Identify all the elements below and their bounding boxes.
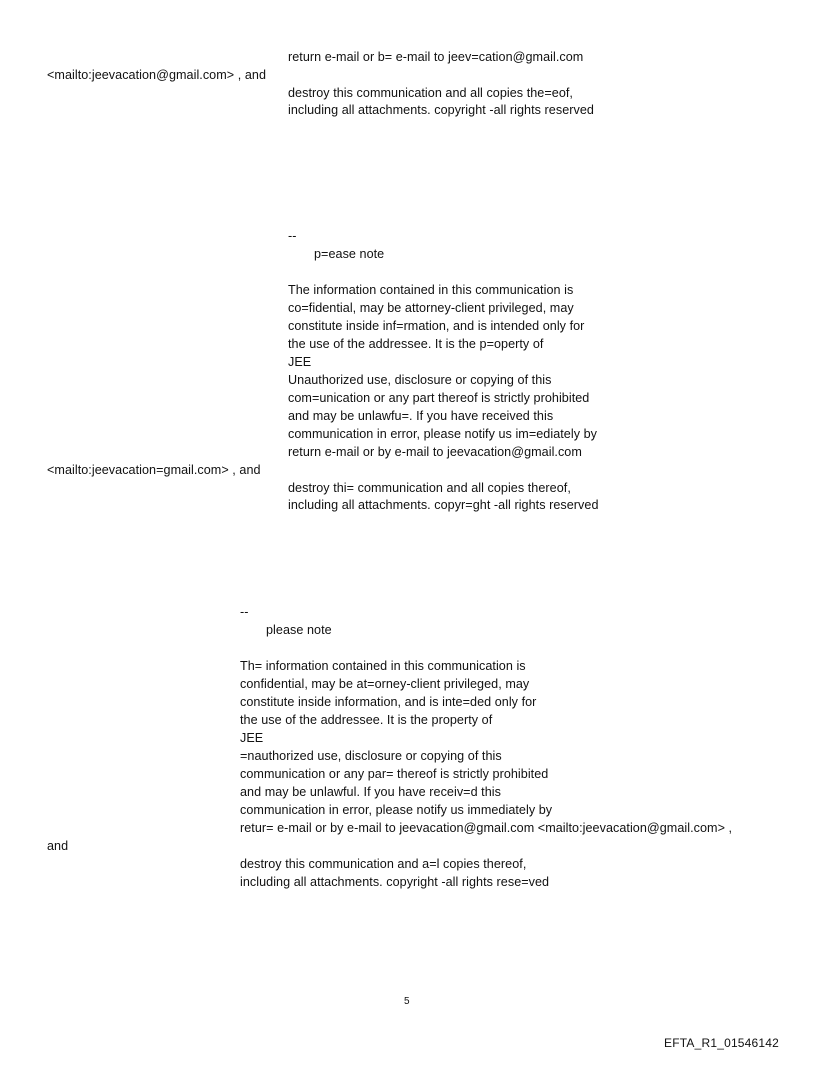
block2-line: Unauthorized use, disclosure or copying of this (288, 373, 552, 387)
page-number: 5 (404, 996, 410, 1007)
block2-line: and may be unlawfu=. If you have received this (288, 409, 554, 423)
block2-line: com=unication or any part thereof is strictly prohibited (288, 391, 590, 405)
block3-line: the use of the addressee. It is the property of (240, 713, 493, 727)
block2-mailto: <mailto:jeevacation=gmail.com> , and (47, 463, 261, 477)
block3-line: retur= e-mail or by e-mail to jeevacation@gmail.com <mailto:jeevacation@gmail.com> , (240, 821, 733, 835)
block3-line: constitute inside information, and is inte=ded only for (240, 695, 537, 709)
block3-line: JEE (240, 731, 264, 745)
block3-heading: please note (266, 623, 332, 637)
block2-line: the use of the addressee. It is the p=operty of (288, 337, 544, 351)
block1-line-3: including all attachments. copyright -all rights reserved (288, 103, 594, 117)
block1-mailto: <mailto:jeevacation@gmail.com> , and (47, 68, 266, 82)
block1-line-1: return e-mail or b= e-mail to jeev=cation@gmail.com (288, 50, 584, 64)
block3-dashes: -- (240, 605, 249, 619)
block3-tail-line: destroy this communication and a=l copies thereof, (240, 857, 527, 871)
block3-line: and may be unlawful. If you have receiv=d this (240, 785, 501, 799)
block2-line: communication in error, please notify us im=ediately by (288, 427, 597, 441)
block3-line: confidential, may be at=orney-client privileged, may (240, 677, 530, 691)
block2-line: return e-mail or by e-mail to jeevacation@gmail.com (288, 445, 582, 459)
block1-line-2: destroy this communication and all copies the=eof, (288, 86, 573, 100)
block2-line: JEE (288, 355, 312, 369)
block2-tail-line: destroy thi= communication and all copies thereof, (288, 481, 571, 495)
block3-line: Th= information contained in this communication is (240, 659, 526, 673)
block2-heading: p=ease note (314, 247, 385, 261)
document-id: EFTA_R1_01546142 (664, 1036, 780, 1050)
block2-dashes: -- (288, 229, 297, 243)
block3-line: =nauthorized use, disclosure or copying of this (240, 749, 502, 763)
block3-tail-line: including all attachments. copyright -all rights rese=ved (240, 875, 550, 889)
block2-line: co=fidential, may be attorney-client privileged, may (288, 301, 574, 315)
block3-line: communication in error, please notify us immediately by (240, 803, 553, 817)
block3-line: communication or any par= thereof is strictly prohibited (240, 767, 549, 781)
block2-line: constitute inside inf=rmation, and is intended only for (288, 319, 585, 333)
block3-and: and (47, 839, 69, 853)
block2-line: The information contained in this communication is (288, 283, 574, 297)
block2-tail-line: including all attachments. copyr=ght -all rights reserved (288, 498, 599, 512)
